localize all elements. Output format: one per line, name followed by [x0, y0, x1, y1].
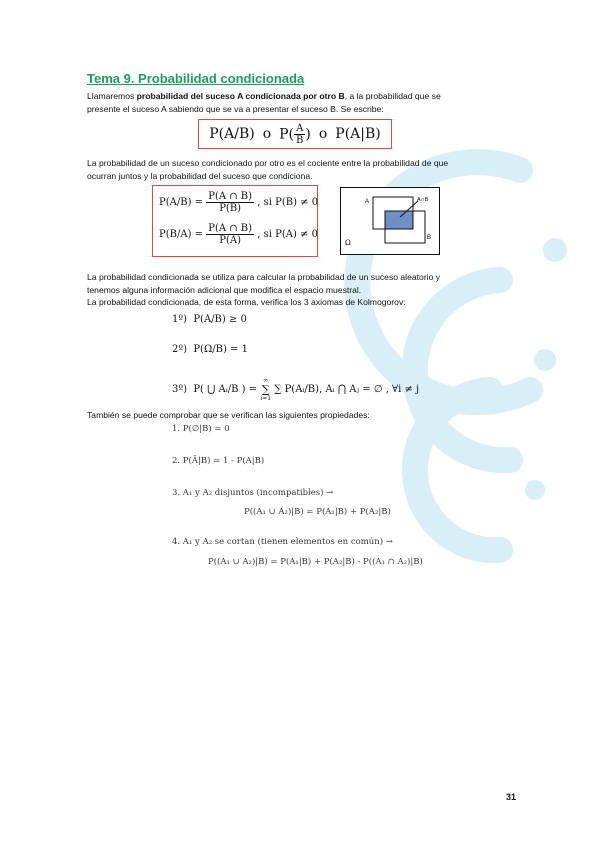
notation-p1: P(A/B): [209, 126, 255, 142]
usage-line-2: tenemos alguna información adicional que modifica el espacio muestral.: [87, 284, 362, 295]
property-4-formula: P((A₁ ∪ A₂)|B) = P(A₁|B) + P(A₂|B) - P((A₁ ∩ A₂)|B): [208, 557, 423, 567]
venn-label-b: B: [427, 235, 432, 241]
property-4: 4. A₁ y A₂ se cortan (tienen elementos en común) →: [172, 537, 393, 547]
venn-label-a: A: [365, 199, 370, 205]
property-2: 2. P(Ā|B) = 1 - P(A|B): [172, 456, 265, 466]
intro-text-1: Llamaremos: [87, 91, 137, 101]
usage-paragraph: [87, 271, 527, 309]
formulas-box: [152, 185, 318, 257]
notation-o2: o: [318, 126, 328, 142]
venn-diagram: [340, 187, 440, 255]
page-title: Tema 9. Probabilidad condicionada: [87, 71, 305, 86]
notation-box: [198, 119, 392, 149]
intro-text-3: presente el suceso A sabiendo que se va a presentar el suceso B. Se escribe:: [87, 103, 384, 114]
definition-line-2: ocurran juntos y la probabilidad del suceso que condiciona.: [87, 170, 313, 181]
intro-bold: probabilidad del suceso A condicionada por otro B: [136, 91, 345, 101]
axiom-3: 3º) P( ⋃ Aᵢ/B ) = ∞ ∑ i=1 ∑ P(Aᵢ/B), Aᵢ ⋂ Aⱼ = ∅ , ∀i ≠ j: [172, 377, 420, 402]
property-3-formula: P((A₁ ∪ A₂)|B) = P(A₁|B) + P(A₂|B): [244, 507, 391, 517]
notation-p3: P(A|B): [335, 126, 381, 142]
venn-label-anb: A∩B: [417, 197, 429, 203]
property-1: 1. P(∅|B) = 0: [172, 424, 230, 434]
usage-line-3: La probabilidad condicionada, de esta forma, verifica los 3 axiomas de Kolmogorov:: [87, 297, 406, 307]
definition-paragraph: [87, 157, 527, 182]
definition-line-1: La probabilidad de un suceso condicionado por otro es el cociente entre la probabilidad de que: [87, 158, 449, 168]
page-number: 31: [505, 792, 516, 802]
properties-intro: También se puede comprobar que se verifican las siguientes propiedades:: [87, 410, 370, 420]
intro-paragraph: [87, 90, 527, 115]
formula-2: P(B/A) = $\frac{P(A \cap B)}{P(A)}$ , si P(A) ≠ 0: [159, 223, 318, 246]
notation-p2: P( $\frac{A}{B}$ ): [279, 122, 311, 146]
axiom-2: 2º) P(Ω/B) = 1: [172, 344, 248, 355]
intro-text-2: , a la probabilidad que se: [344, 91, 441, 101]
formula-1: P(A/B) = $\frac{P(A \cap B)}{P(B)}$ , si P(B) ≠ 0: [159, 191, 319, 214]
notation-o1: o: [262, 126, 272, 142]
property-3: 3. A₁ y A₂ disjuntos (incompatibles) →: [172, 488, 334, 498]
usage-line-1: La probabilidad condicionada se utiliza para calcular la probabilidad de un suceso aleatorio y: [87, 272, 441, 282]
axiom-1: 1º) P(A/B) ≥ 0: [172, 314, 247, 325]
venn-label-omega: Ω: [345, 239, 351, 247]
intersection-rect: [385, 211, 413, 229]
